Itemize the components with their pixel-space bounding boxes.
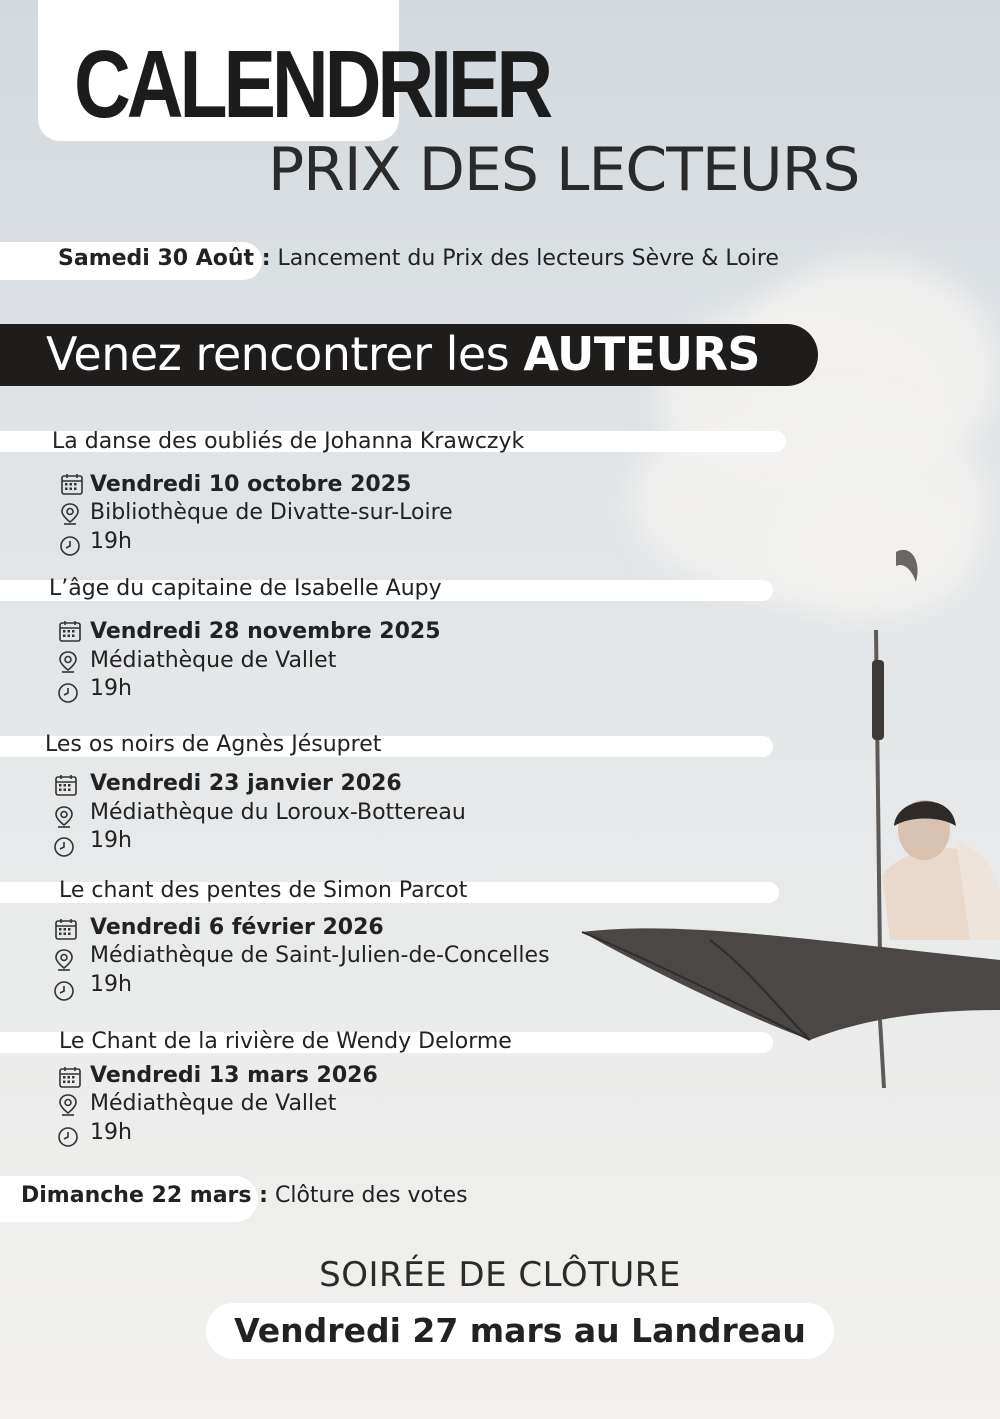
- vote-close-line: [21, 1182, 468, 1210]
- vote-close-date: Dimanche 22 mars :: [21, 1183, 268, 1208]
- event-date: Vendredi 6 février 2026: [90, 915, 384, 940]
- event-place: Médiathèque de Vallet: [90, 648, 337, 673]
- event-time: 19h: [90, 828, 132, 853]
- event-time: 19h: [90, 972, 132, 997]
- event-book-title: Les os noirs de Agnès Jésupret: [45, 732, 382, 757]
- event-place: Médiathèque de Vallet: [90, 1091, 337, 1116]
- event-book-title: L’âge du capitaine de Isabelle Aupy: [49, 576, 442, 601]
- event-time: 19h: [90, 1120, 132, 1145]
- location-pin-icon: [56, 650, 80, 674]
- clock-icon: [58, 533, 82, 557]
- calendar-icon: [54, 773, 78, 797]
- page-subtitle: PRIX DES LECTEURS: [268, 135, 860, 205]
- event-book-title: La danse des oubliés de Johanna Krawczyk: [52, 429, 525, 454]
- closing-title: SOIRÉE DE CLÔTURE: [319, 1255, 681, 1295]
- event-date: Vendredi 13 mars 2026: [90, 1063, 378, 1088]
- calendar-icon: [54, 917, 78, 941]
- banner-lead: Venez rencontrer les: [46, 327, 524, 381]
- event-time: 19h: [90, 676, 132, 701]
- clock-icon: [52, 834, 76, 858]
- calendar-icon: [60, 472, 84, 496]
- vote-close-text: Clôture des votes: [274, 1183, 468, 1208]
- event-date: Vendredi 10 octobre 2025: [90, 472, 412, 497]
- authors-banner-text: [46, 325, 760, 383]
- calendar-icon: [58, 619, 82, 643]
- location-pin-icon: [52, 805, 76, 829]
- event-date: Vendredi 28 novembre 2025: [90, 619, 441, 644]
- clock-icon: [56, 1124, 80, 1148]
- location-pin-icon: [58, 502, 82, 526]
- event-place: Bibliothèque de Divatte-sur-Loire: [90, 500, 453, 525]
- event-book-title: Le chant des pentes de Simon Parcot: [59, 878, 468, 903]
- umbrella-woman-illustration: [560, 540, 1000, 1100]
- location-pin-icon: [56, 1093, 80, 1117]
- event-place: Médiathèque de Saint-Julien-de-Concelles: [90, 943, 550, 968]
- event-time: 19h: [90, 529, 132, 554]
- launch-date: Samedi 30 Août :: [58, 246, 271, 271]
- clock-icon: [52, 978, 76, 1002]
- calendar-icon: [58, 1065, 82, 1089]
- event-date: Vendredi 23 janvier 2026: [90, 771, 402, 796]
- launch-line: [58, 245, 779, 273]
- closing-date: Vendredi 27 mars au Landreau: [234, 1311, 806, 1350]
- clock-icon: [56, 680, 80, 704]
- page-title: CALENDRIER: [74, 31, 550, 138]
- event-book-title: Le Chant de la rivière de Wendy Delorme: [59, 1029, 512, 1054]
- location-pin-icon: [52, 948, 76, 972]
- event-place: Médiathèque du Loroux-Bottereau: [90, 800, 466, 825]
- banner-strong: AUTEURS: [523, 327, 761, 381]
- launch-text: Lancement du Prix des lecteurs Sèvre & Loire: [277, 246, 779, 271]
